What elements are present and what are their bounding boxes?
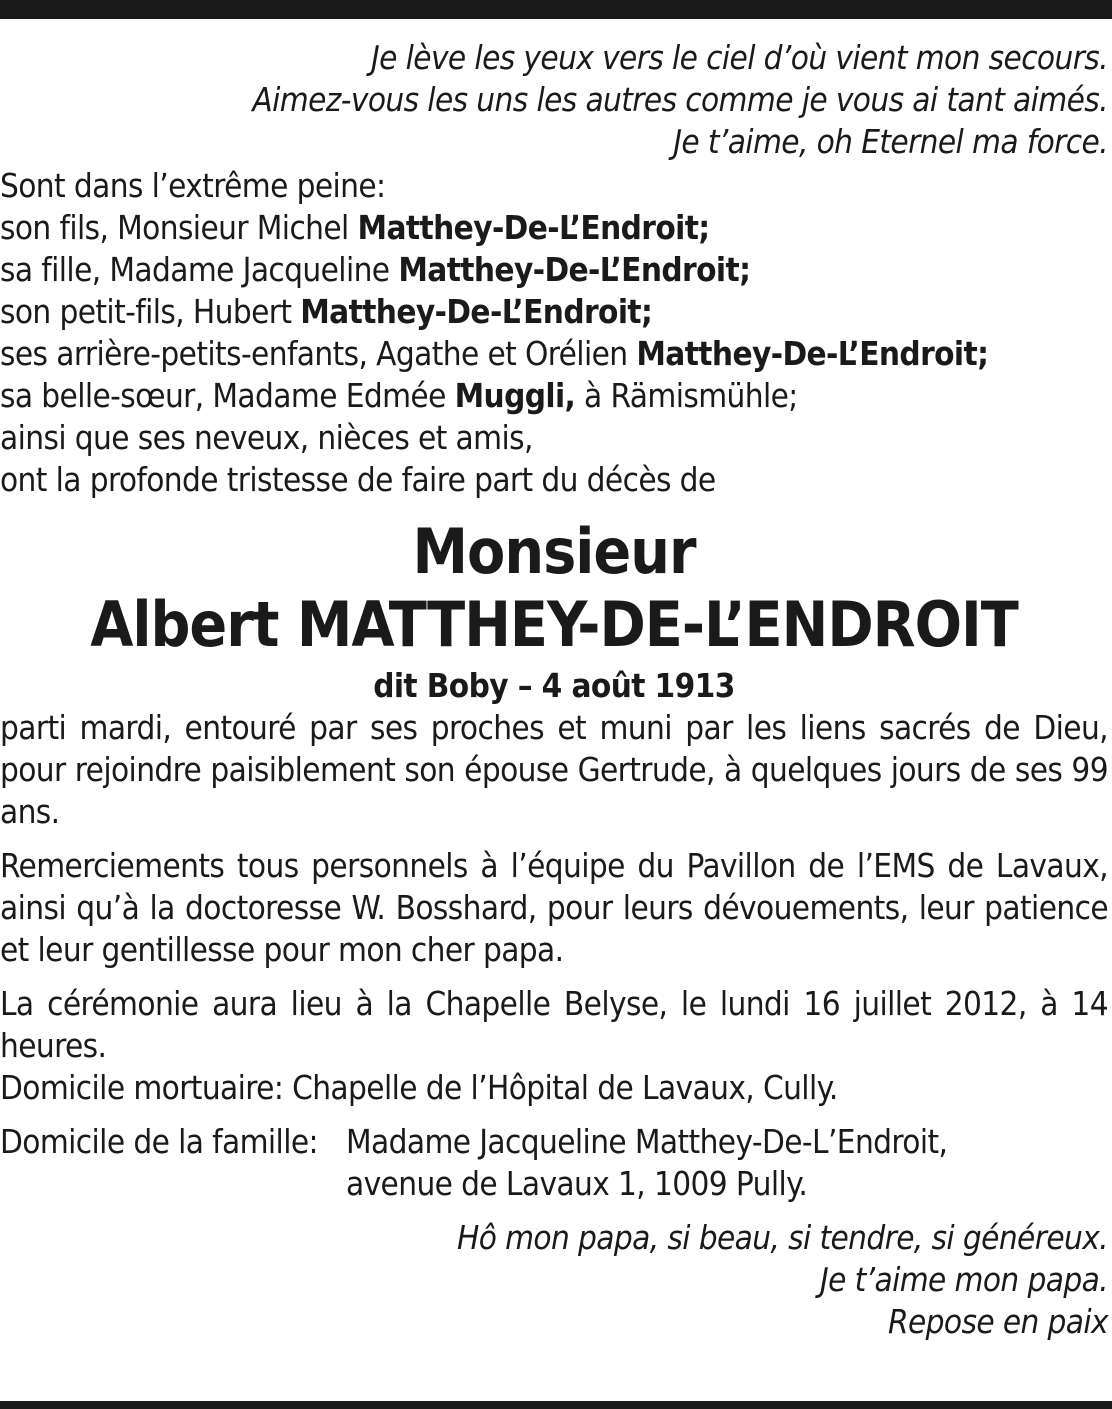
deceased-name: Albert MATTHEY-DE-L’ENDROIT: [90, 588, 1018, 661]
mourners-intro: Sont dans l’extrême peine:: [0, 166, 386, 205]
mourner-relation: sa fille, Madame Jacqueline: [0, 250, 399, 289]
verse-line: Aimez-vous les uns les autres comme je vous ai tant aimés.: [252, 80, 1108, 119]
mourner-line: [0, 291, 1108, 333]
family-address-label: Domicile de la famille:: [0, 1122, 318, 1161]
verse-line: Je lève les yeux vers le ciel d’où vient mon secours.: [370, 38, 1108, 77]
mourner-surname: Muggli,: [454, 376, 576, 415]
closing-line: Repose en paix: [887, 1302, 1108, 1341]
mortuary-address: Domicile mortuaire: Chapelle de l’Hôpital de Lavaux, Cully.: [0, 1068, 838, 1107]
deceased-honorific: Monsieur: [412, 515, 696, 588]
deceased-subtitle: dit Boby – 4 août 1913: [373, 666, 735, 705]
mourner-surname: Matthey-De-L’Endroit;: [357, 208, 710, 247]
family-address-street: avenue de Lavaux 1, 1009 Pully.: [346, 1164, 808, 1203]
family-address: [0, 1121, 1108, 1205]
family-address-lines: [346, 1121, 947, 1205]
verse-line: Je t’aime, oh Eternel ma force.: [673, 122, 1108, 161]
mourner-line: [0, 333, 1108, 375]
thanks-paragraph: Remerciements tous personnels à l’équipe du Pavillon de l’EMS de Lavaux, ainsi qu’à la doctoresse W. Bosshard, pour leurs dévouements, leur patience et leur gentillesse pour mon cher papa.: [0, 846, 1108, 969]
top-rule: [0, 0, 1112, 19]
ceremony-paragraph: La cérémonie aura lieu à la Chapelle Belyse, le lundi 16 juillet 2012, à 14 heures.: [0, 984, 1108, 1065]
closing-verse: [0, 1217, 1108, 1343]
mourner-line: [0, 375, 1108, 417]
opening-verse: [0, 37, 1108, 163]
mourner-relation: son petit-fils, Hubert: [0, 292, 301, 331]
mourners-list: [0, 165, 1108, 501]
announcement-line: ont la profonde tristesse de faire part du décès de: [0, 460, 716, 499]
mourner-relation: son fils, Monsieur Michel: [0, 208, 358, 247]
closing-line: Hô mon papa, si beau, si tendre, si généreux.: [456, 1218, 1108, 1257]
obituary-content: [0, 37, 1108, 1343]
mourners-extended: ainsi que ses neveux, nièces et amis,: [0, 418, 533, 457]
family-address-name: Madame Jacqueline Matthey-De-L’Endroit,: [346, 1122, 948, 1161]
mourner-relation: ses arrière-petits-enfants, Agathe et Orélien: [0, 334, 637, 373]
death-paragraph: parti mardi, entouré par ses proches et muni par les liens sacrés de Dieu, pour rejoindre paisiblement son épouse Gertrude, à quelques jours de ses 99 ans.: [0, 708, 1108, 831]
mourner-surname: Matthey-De-L’Endroit;: [636, 334, 989, 373]
closing-line: Je t’aime mon papa.: [819, 1260, 1108, 1299]
mourner-surname: Matthey-De-L’Endroit;: [398, 250, 751, 289]
deceased-name-block: [0, 515, 1108, 661]
mourner-line: [0, 207, 1108, 249]
mourner-relation: sa belle-sœur, Madame Edmée: [0, 376, 455, 415]
mourner-line: [0, 249, 1108, 291]
mourner-surname: Matthey-De-L’Endroit;: [300, 292, 653, 331]
mourner-suffix: à Rämismühle;: [575, 376, 798, 415]
bottom-rule: [0, 1401, 1112, 1409]
